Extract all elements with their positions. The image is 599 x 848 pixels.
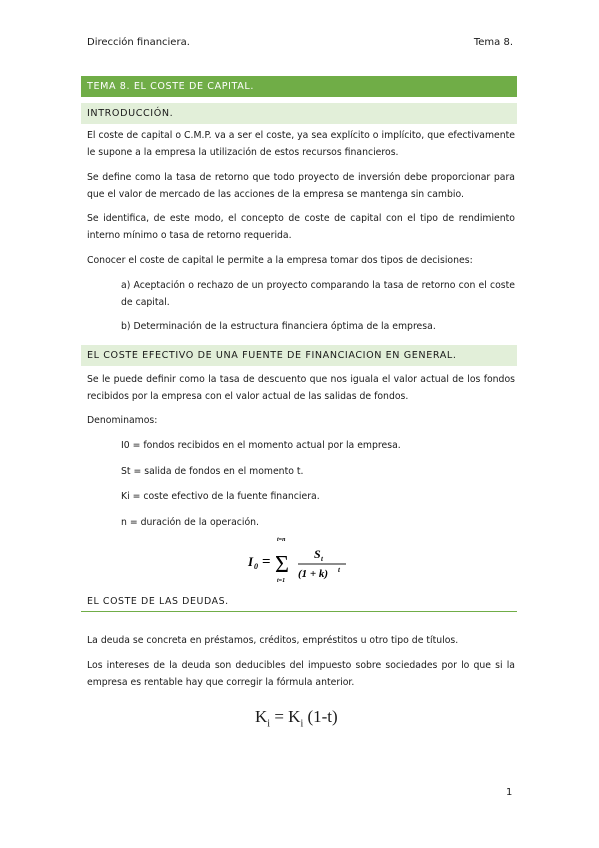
formula-lhs: I <box>248 554 254 569</box>
header-right: Tema 8. <box>473 37 513 48</box>
summation-icon: Σ <box>275 552 289 578</box>
formula-denominator-exp: t <box>338 566 340 574</box>
deudas-paragraph-2: Los intereses de la deuda son deducibles del impuesto sobre sociedades por lo que si la empresa es rentable hay que corregir la fórmula anterior. <box>87 660 515 688</box>
intro-paragraph-1: El coste de capital o C.M.P. va a ser el coste, ya sea explícito o implícito, que efectivamente le supone a la empresa la utilización de estos recursos financieros. <box>87 130 515 158</box>
deudas-paragraph-1: La deuda se concreta en préstamos, créditos, empréstitos u otro tipo de títulos. <box>87 635 459 646</box>
formula-lhs-sub: 0 <box>254 562 258 571</box>
definition-n: n = duración de la operación. <box>121 517 260 528</box>
intro-paragraph-4: Conocer el coste de capital le permite a la empresa tomar dos tipos de decisiones: <box>87 255 473 266</box>
intro-paragraph-2: Se define como la tasa de retorno que todo proyecto de inversión debe proporcionar para que el valor de mercado de las acciones de la empresa se mantenga sin cambio. <box>87 172 515 200</box>
formula-equals: = <box>262 554 271 570</box>
efectivo-paragraph-2: Denominamos: <box>87 415 158 426</box>
section-heading-deudas: EL COSTE DE LAS DEUDAS. <box>81 596 517 612</box>
formula-denominator: (1 + k) <box>298 568 329 580</box>
definition-st: St = salida de fondos en el momento t. <box>121 466 304 477</box>
list-item-a: a) Aceptación o rechazo de un proyecto comparando la tasa de retorno con el coste de capital. <box>121 280 515 308</box>
formula-numerator: S <box>314 547 321 561</box>
page-number: 1 <box>506 787 513 798</box>
formula-numerator-sub: t <box>321 555 323 563</box>
formula-sum-top: t=n <box>277 537 286 543</box>
definition-ki: Ki = coste efectivo de la fuente financiera. <box>121 491 320 502</box>
efectivo-paragraph-1: Se le puede definir como la tasa de descuento que nos iguala el valor actual de los fondos recibidos por la empresa con el valor actual de las salidas de fondos. <box>87 374 515 402</box>
intro-paragraph-3: Se identifica, de este modo, el concepto de coste de capital con el tipo de rendimiento interno mínimo o tasa de retorno requerida. <box>87 213 515 241</box>
chapter-title: TEMA 8. EL COSTE DE CAPITAL. <box>81 76 517 97</box>
present-value-formula <box>246 532 356 584</box>
debt-cost-formula: $K_i = K_i$ (1-t) <box>255 707 338 730</box>
header-left: Dirección financiera. <box>87 37 190 48</box>
section-heading-efectivo: EL COSTE EFECTIVO DE UNA FUENTE DE FINANCIACION EN GENERAL. <box>81 345 517 366</box>
formula-sum-bottom: t=1 <box>277 578 286 584</box>
list-item-b: b) Determinación de la estructura financiera óptima de la empresa. <box>121 321 436 332</box>
section-heading-intro: INTRODUCCIÓN. <box>81 103 517 124</box>
definition-i0: I0 = fondos recibidos en el momento actual por la empresa. <box>121 440 401 451</box>
